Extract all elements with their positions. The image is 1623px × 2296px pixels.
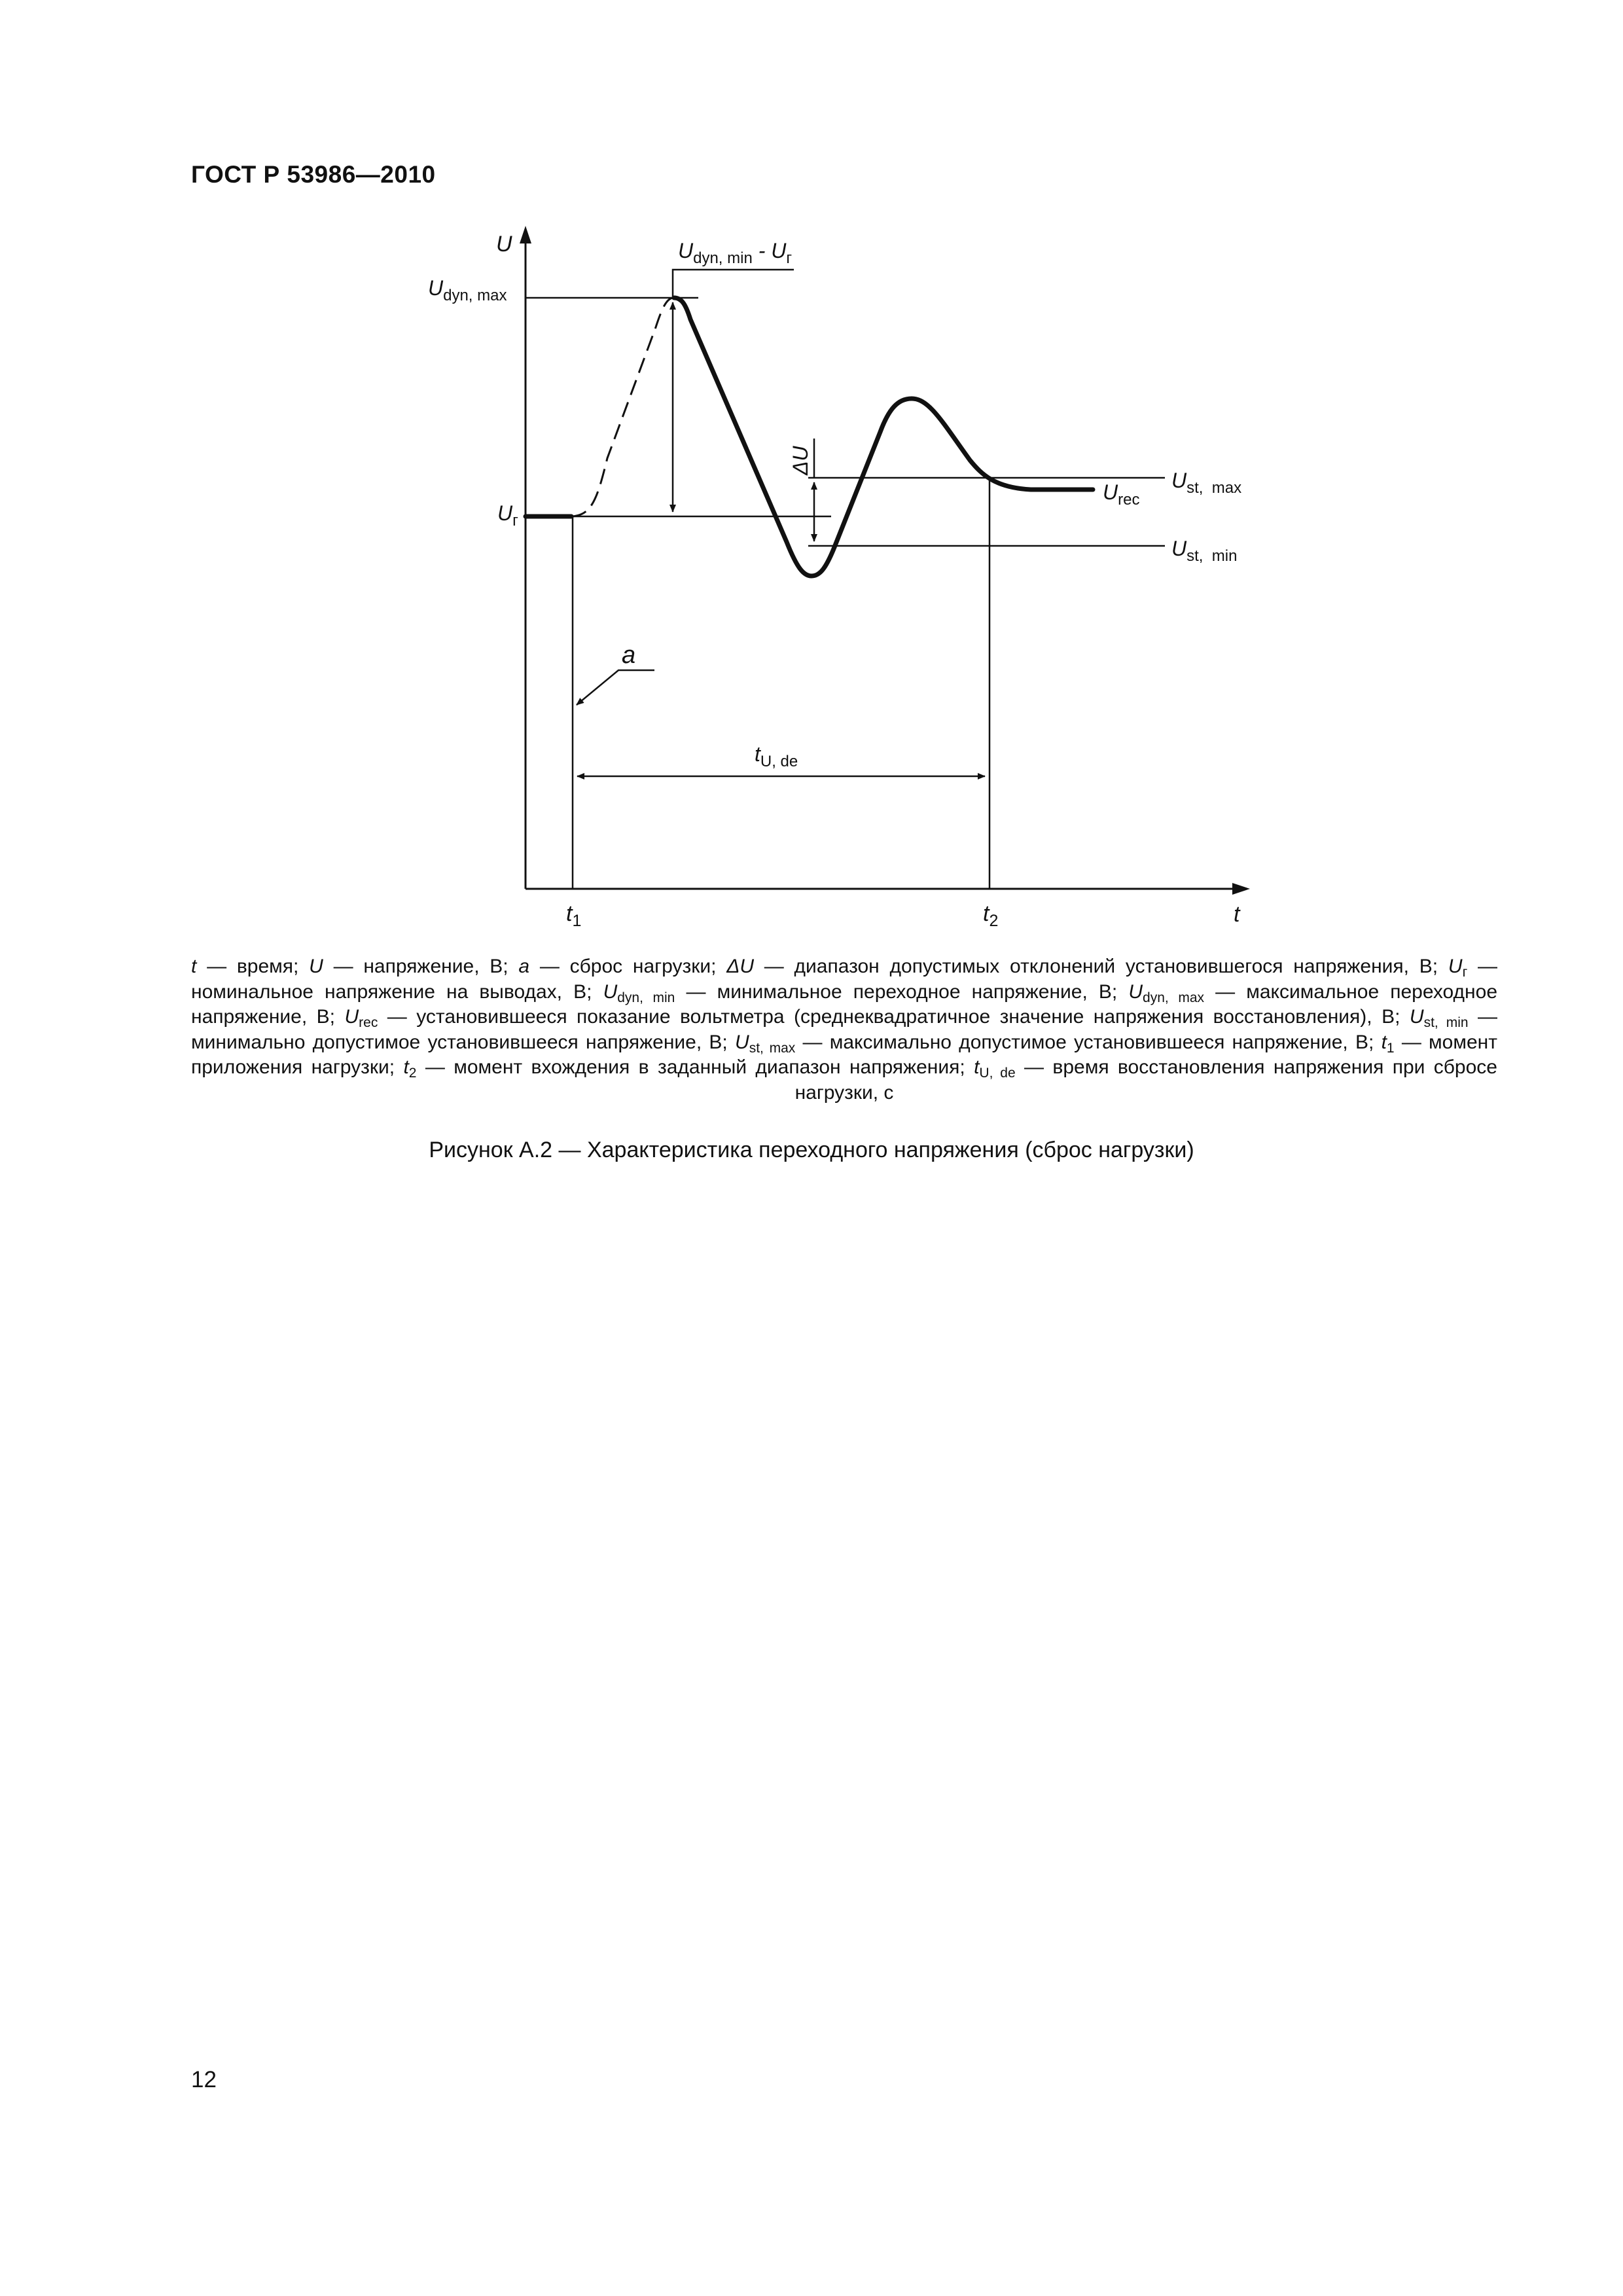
axis-label-t: t <box>1234 902 1240 927</box>
label-tude: $t_{U, de}$ <box>755 742 798 770</box>
y-axis-arrow <box>520 226 531 243</box>
voltage-curve <box>526 298 1093 576</box>
label-udyn-max: $U_{dyn, max}$ <box>428 276 507 304</box>
label-ust-min: $U_{st, min}$ <box>1171 537 1238 565</box>
udyn-min-leader <box>673 270 794 298</box>
document-header: ГОСТ Р 53986—2010 <box>191 161 436 188</box>
axis-label-u: U <box>496 232 512 257</box>
page-number: 12 <box>191 2067 217 2092</box>
label-t1: $t_1$ <box>566 901 582 930</box>
transient-voltage-figure <box>0 0 1623 956</box>
label-a: a <box>622 641 636 669</box>
dashed-rise-curve <box>571 298 674 516</box>
label-ust-max: $U_{st, max}$ <box>1171 469 1242 497</box>
x-axis-arrow <box>1232 883 1250 895</box>
label-delta-u: ΔU <box>789 446 812 475</box>
label-udyn-min-ur: $U_{dyn, min} - U_г$ <box>678 239 793 267</box>
figure-legend: t — время; U — напряжение, В; a — сброс нагрузки; ΔU — диапазон допустимых отклонений установившегося напряжения, В; $U_г$ — номинальное напряжение на выводах, В; $U_{dyn, min}$ — минимальное переходное напряжение, В; $U_{dyn, max}$ — максимальное переходное напряжение, В; $U_{rec}$ — установившееся показание вольтметра (среднеквадратичное значение напряжения восстановления), В; $U_{st, min}$ — минимально допустимое установившееся напряжение, В; $U_{st, max}$ — максимально допустимое установившееся напряжение, В; $t_1$ — момент приложения нагрузки; $t_2$ — момент вхождения в заданный диапазон напряжения; $t_{U, de}$ — время восстановления напряжения при сбросе нагрузки, с <box>191 956 1498 1103</box>
figure-caption: Рисунок А.2 — Характеристика переходного напряжения (сброс нагрузки) <box>429 1138 1194 1162</box>
label-urec: $U_{rec}$ <box>1103 480 1140 509</box>
a-callout-leader <box>577 670 654 705</box>
label-t2: $t_2$ <box>983 901 999 930</box>
label-ur: $U_г$ <box>497 501 518 529</box>
